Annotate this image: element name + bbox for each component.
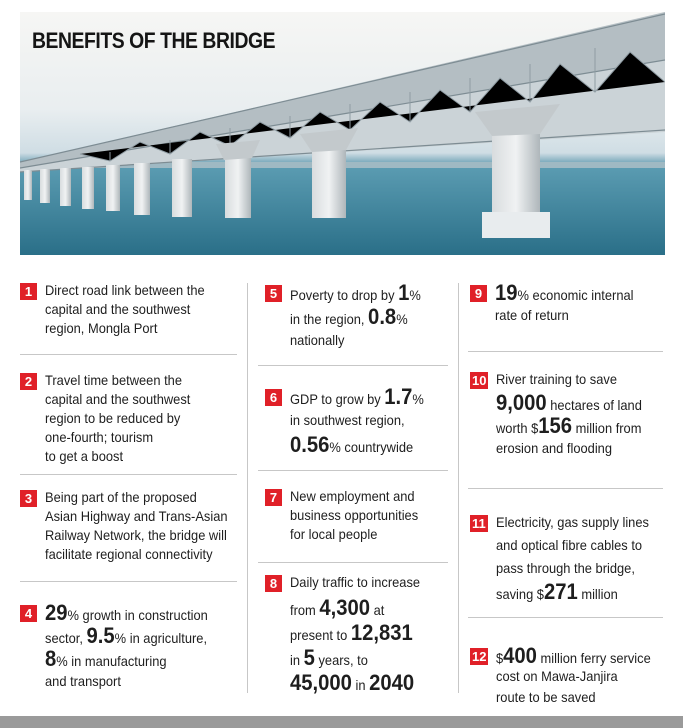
item-text-line: in 5 years, to [290, 645, 368, 670]
item-text-line: for local people [290, 526, 378, 542]
item-number-badge: 9 [470, 285, 487, 302]
column-divider [458, 283, 459, 693]
item-text-line: nationally [290, 332, 345, 348]
highlight-figure: 2040 [369, 670, 415, 695]
item-text-line: capital and the southwest [45, 391, 191, 407]
item-text-line: $400 million ferry service [496, 643, 651, 668]
item-text-line: Being part of the proposed [45, 489, 197, 505]
item-text-line: 45,000 in 2040 [290, 670, 415, 695]
item-number-badge: 1 [20, 283, 37, 300]
highlight-figure: 5 [303, 645, 315, 670]
item-text-line: in the region, 0.8% [290, 304, 408, 329]
item-text-line: GDP to grow by 1.7% [290, 384, 424, 409]
item-text-line: present to 12,831 [290, 620, 413, 645]
highlight-figure: 8 [45, 646, 57, 671]
item-text-line: 0.56% countrywide [290, 432, 414, 457]
item-text-line: Daily traffic to increase [290, 574, 421, 590]
item-divider [258, 562, 448, 563]
item-text-line: Direct road link between the [45, 282, 205, 298]
item-text-line: Poverty to drop by 1% [290, 280, 421, 305]
highlight-figure: 1.7 [384, 384, 413, 409]
item-number-badge: 5 [265, 285, 282, 302]
item-text-line: region, Mongla Port [45, 320, 158, 336]
highlight-figure: 29 [45, 600, 68, 625]
highlight-figure: 19 [495, 280, 518, 305]
highlight-figure: 1 [398, 280, 410, 305]
highlight-figure: 0.56 [290, 432, 330, 457]
item-text-line: facilitate regional connectivity [45, 546, 213, 562]
item-number-badge: 6 [265, 389, 282, 406]
item-text-line: one-fourth; tourism [45, 429, 154, 445]
item-divider [20, 474, 237, 475]
item-text-line: River training to save [496, 371, 617, 387]
highlight-figure: 400 [503, 643, 537, 668]
highlight-figure: 0.8 [368, 304, 397, 329]
item-text-line: New employment and [290, 488, 415, 504]
item-number-badge: 11 [472, 516, 486, 531]
item-text-line: sector, 9.5% in agriculture, [45, 623, 208, 648]
item-text-line: route to be saved [496, 689, 596, 705]
item-text-line: pass through the bridge, [496, 560, 635, 576]
item-number-badge: 3 [20, 490, 37, 507]
bottom-bar [0, 716, 683, 728]
highlight-figure: 9,000 [496, 390, 547, 415]
item-text-line: Travel time between the [45, 372, 182, 388]
item-text-line: Asian Highway and Trans-Asian [45, 508, 228, 524]
highlight-figure: 271 [543, 579, 578, 604]
item-text-line: 9,000 hectares of land [496, 390, 642, 415]
column-divider [247, 283, 248, 693]
item-text-line: to get a boost [45, 448, 124, 464]
item-text-line: Railway Network, the bridge will [45, 527, 227, 543]
item-number-badge: 12 [472, 649, 487, 664]
item-text-line: worth $156 million from [496, 413, 642, 438]
item-divider [468, 617, 663, 618]
highlight-figure: 12,831 [350, 620, 413, 645]
item-text-line: Electricity, gas supply lines [496, 514, 649, 530]
item-divider [258, 365, 448, 366]
highlight-figure: 45,000 [290, 670, 352, 695]
item-number-badge: 4 [20, 605, 37, 622]
item-text-line: in southwest region, [290, 412, 405, 428]
item-text-line: rate of return [495, 307, 569, 323]
item-text-line: from 4,300 at [290, 595, 385, 620]
item-text-line: erosion and flooding [496, 440, 613, 456]
item-divider [20, 581, 237, 582]
item-text-line: cost on Mawa-Janjira [496, 668, 618, 684]
item-number-badge: 8 [265, 575, 282, 592]
item-divider [468, 351, 663, 352]
item-text-line: 29% growth in construction [45, 600, 208, 625]
item-divider [258, 470, 448, 471]
item-text-line: and transport [45, 673, 121, 689]
item-text-line: capital and the southwest [45, 301, 191, 317]
item-number-badge: 10 [472, 373, 487, 388]
item-number-badge: 7 [265, 489, 282, 506]
item-text-line: 8% in manufacturing [45, 646, 167, 671]
item-divider [20, 354, 237, 355]
page-title: BENEFITS OF THE BRIDGE [32, 28, 276, 53]
item-divider [468, 488, 663, 489]
item-text-line: business opportunities [290, 507, 419, 523]
highlight-figure: 9.5 [86, 623, 115, 648]
item-text-line: and optical fibre cables to [496, 537, 643, 553]
highlight-figure: 156 [538, 413, 573, 438]
item-number-badge: 2 [20, 373, 37, 390]
item-text-line: saving $271 million [496, 579, 618, 604]
item-text-line: region to be reduced by [45, 410, 181, 426]
bridge-photo [20, 12, 665, 255]
item-text-line: 19% economic internal [495, 280, 634, 305]
highlight-figure: 4,300 [319, 595, 370, 620]
